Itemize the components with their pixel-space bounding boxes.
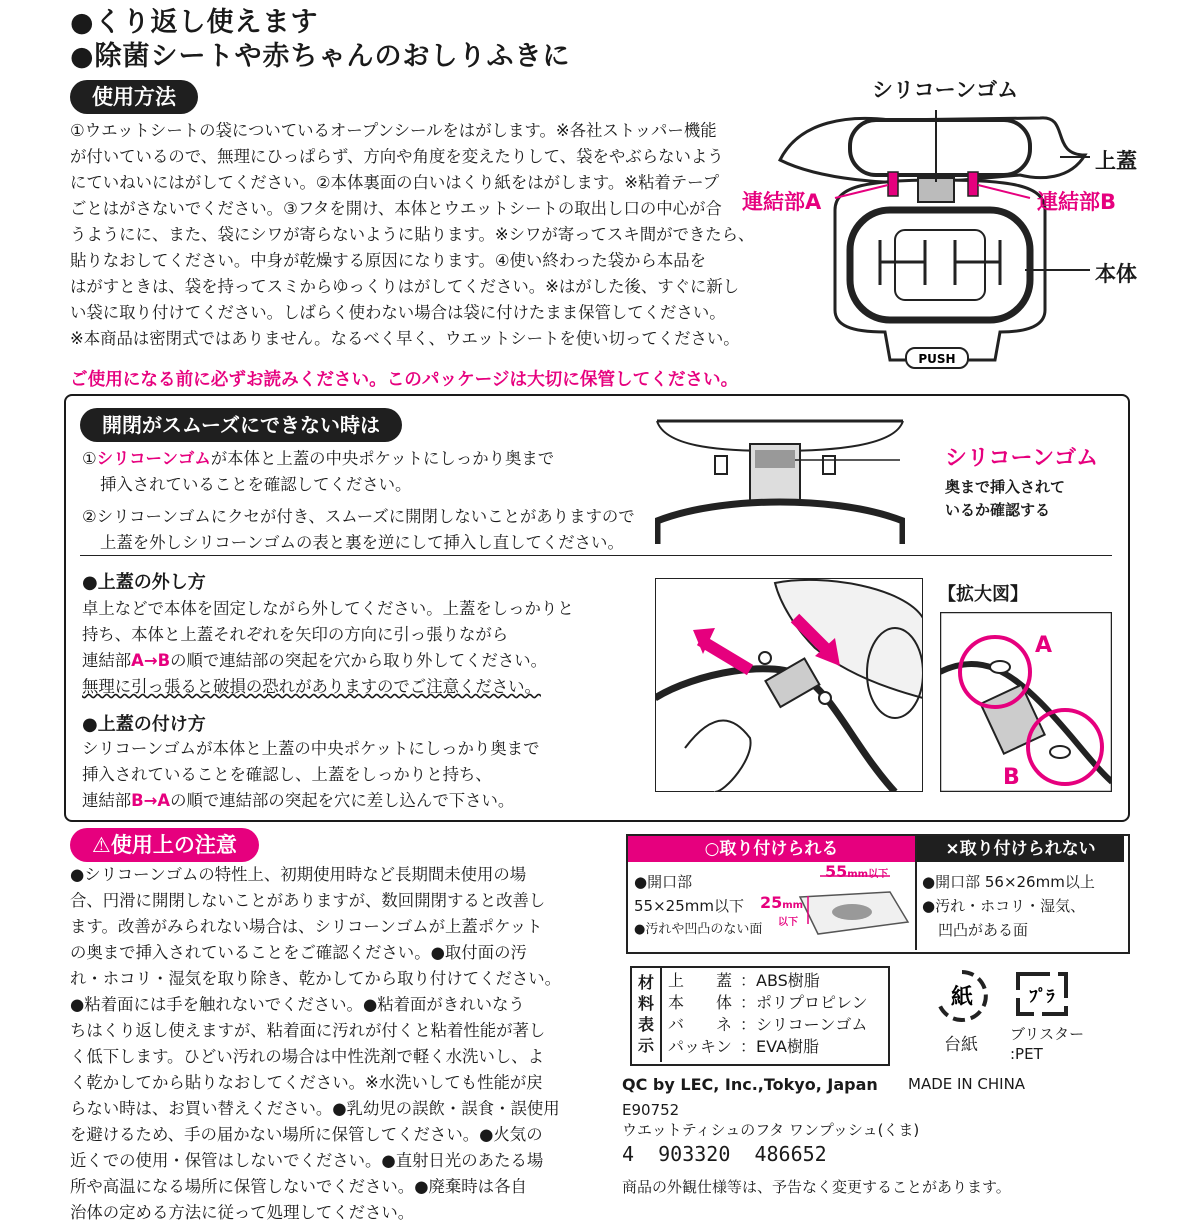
push-label: PUSH	[918, 352, 956, 366]
remove-title: ●上蓋の外し方	[82, 572, 206, 593]
caution-line: く低下します。ひどい汚れの場合は中性洗剤で軽く水洗いし、よ	[70, 1047, 545, 1066]
usage-line: 貼りなおしてください。中身が乾燥する原因になります。④使い終わった袋から本品を	[70, 251, 707, 270]
materials-row	[668, 1014, 868, 1036]
diagram-link-a: 連結部A	[742, 190, 822, 214]
side-note-2: いるか確認する	[945, 501, 1051, 519]
attach-line3-pre: 連結部	[82, 791, 132, 810]
materials-row	[668, 992, 868, 1014]
dim-width	[825, 862, 888, 881]
caution-line: 所や高温になる場所に保管しないでください。●廃棄時は各自	[70, 1177, 527, 1196]
dim-height-unit-2: 以下	[778, 917, 798, 928]
remove-text	[82, 596, 574, 700]
caution-line: ●粘着面には手を触れないでください。●粘着面がきれいなう	[70, 995, 525, 1014]
material-value: ：ABS樹脂	[740, 971, 820, 990]
plastic-label-1: ブリスター	[1010, 1025, 1085, 1043]
caution-line: 合、円滑に開閉しないことがありますが、数回開閉すると改善し	[70, 891, 546, 910]
usage-line: にていねいにはがしてください。②本体裏面の白いはくり紙をはがします。※粘着テープ	[70, 173, 720, 192]
material-part: パッキン	[668, 1037, 732, 1056]
zoom-a-label: A	[1035, 633, 1053, 658]
paper-label: 台紙	[944, 1035, 978, 1055]
fit-ok-line-3: ●汚れや凹凸のない面	[634, 922, 763, 937]
usage-line: ①ウエットシートの袋についているオープンシールをはがします。※各社ストッパー機能	[70, 121, 717, 140]
item1-rest: が本体と上蓋の中央ポケットにしっかり奥まで	[210, 449, 555, 468]
spec-notice: 商品の外観仕様等は、予告なく変更することがあります。	[622, 1178, 1011, 1196]
attach-line3-post: の順で連結部の突起を穴に差し込んで下さい。	[170, 791, 515, 810]
caution-title-text: 使用上の注意	[110, 833, 237, 857]
caution-line: の奥まで挿入されていることをご確認ください。●取付面の汚	[70, 943, 527, 962]
plastic-label	[1010, 1024, 1084, 1064]
caution-line: らない時は、お買い替えください。●乳幼児の誤飲・誤食・誤使用	[70, 1099, 560, 1118]
made-in: MADE IN CHINA	[908, 1075, 1026, 1093]
diagram-link-b: 連結部B	[1037, 190, 1117, 214]
usage-line: が付いているので、無理にひっぱらず、方向や角度を変えたりして、袋をやぶらないよう	[70, 147, 724, 166]
material-value: ：シリコーンゴム	[740, 1015, 868, 1034]
item1-highlight: シリコーンゴム	[96, 449, 211, 468]
silicone-closeup	[655, 416, 905, 544]
materials-divider	[660, 966, 662, 1062]
dim-height-value: 25	[760, 893, 783, 912]
removal-illustration	[655, 578, 923, 792]
plastic-recycle-icon	[1012, 966, 1072, 1024]
plastic-recycle-char: ﾌﾟﾗ	[1029, 987, 1055, 1007]
materials-header: 材料表示	[638, 973, 655, 1055]
fit-ok-line-2: 55×25mm以下	[634, 897, 744, 915]
remove-order: A→B	[131, 651, 171, 670]
lid-diagram	[740, 70, 1180, 390]
caution-line: ●シリコーンゴムの特性上、初期使用時など長期間未使用の場	[70, 865, 527, 884]
product-code: E90752	[622, 1101, 680, 1119]
caution-line: を避けるため、手の届かない場所に保管してください。●火気の	[70, 1125, 543, 1144]
material-part: バ ネ	[668, 1015, 733, 1034]
usage-text	[70, 118, 760, 352]
dim-height	[760, 893, 804, 930]
usage-line: うようにに、また、袋にシワが寄らないように貼ります。※シワが寄ってスキ間ができたら、	[70, 225, 755, 244]
zoom-illustration	[940, 612, 1112, 792]
attach-line-1: シリコーンゴムが本体と上蓋の中央ポケットにしっかり奥まで	[82, 739, 540, 758]
item1-line2: 挿入されていることを確認してください。	[100, 475, 412, 494]
attach-title: ●上蓋の付け方	[82, 714, 206, 735]
remove-line-4: 無理に引っ張ると破損の恐れがありますのでご注意ください。	[82, 677, 541, 696]
fit-ng-line-1: ●開口部 56×26mm以上	[922, 873, 1095, 891]
materials-row	[668, 1036, 868, 1058]
side-silicone-label: シリコーンゴム	[945, 446, 1099, 471]
fit-divider	[915, 836, 917, 950]
paper-recycle-icon	[932, 968, 992, 1024]
caution-line: ちはくり返し使えますが、粘着面に汚れが付くと粘着性能が著し	[70, 1021, 546, 1040]
material-part: 本 体	[668, 993, 733, 1012]
diagram-body-label: 本体	[1095, 262, 1137, 286]
attach-order: B→A	[131, 791, 171, 810]
caution-line: れ・ホコリ・湿気を取り除き、乾かしてから取り付けてください。	[70, 969, 562, 988]
fit-ng-line-2: ●汚れ・ホコリ・湿気、	[922, 897, 1086, 915]
caution-title	[70, 828, 259, 862]
caution-line: ます。改善がみられない場合は、シリコーンゴムが上蓋ポケット	[70, 917, 543, 936]
usage-title: 使用方法	[70, 80, 198, 114]
attach-line-2: 挿入されていることを確認し、上蓋をしっかりと持ち、	[82, 765, 492, 784]
company-name: QC by LEC, Inc.,Tokyo, Japan	[622, 1075, 878, 1094]
material-value: ：EVA樹脂	[740, 1037, 819, 1056]
fit-ok-text	[634, 870, 762, 942]
dim-height-unit: mm	[782, 900, 804, 911]
side-note	[945, 476, 1065, 522]
product-name: ウエットティシュのフタ ワンプッシュ(くま)	[622, 1121, 920, 1139]
headline-2: ●除菌シートや赤ちゃんのおしりふきに	[70, 41, 571, 72]
caution-line: 治体の定める方法に従って処理してください。	[70, 1203, 415, 1222]
dim-width-value: 55	[825, 862, 848, 881]
usage-line: い袋に取り付けてください。しばらく使わない場合は袋に付けたまま保管してください。	[70, 303, 726, 322]
item1-pre: ①	[82, 449, 97, 468]
caution-text	[70, 862, 610, 1226]
fit-ok-title: ○取り付けられる	[628, 836, 915, 862]
section-divider	[80, 555, 1112, 556]
zoom-b-label: B	[1003, 765, 1020, 790]
side-note-1: 奥まで挿入されて	[945, 478, 1066, 496]
caution-line: 近くでの使用・保管はしないでください。●直射日光のあたる場	[70, 1151, 544, 1170]
fit-ng-title: ×取り付けられない	[917, 836, 1124, 862]
trouble-text	[82, 446, 635, 556]
caution-line: く乾かしてから貼りなおしてください。※水洗いしても性能が戻	[70, 1073, 543, 1092]
diagram-lid-label: 上蓋	[1095, 149, 1137, 173]
dim-width-unit: mm以下	[847, 869, 889, 880]
headline-1: ●くり返し使えます	[70, 7, 319, 38]
fit-ng-text	[922, 870, 1095, 942]
materials-row	[668, 970, 868, 992]
remove-line3-post: の順で連結部の突起を穴から取り外してください。	[170, 651, 548, 670]
material-value: ：ポリプロピレン	[740, 993, 868, 1012]
barcode-number: 4 903320 486652	[622, 1142, 827, 1166]
material-part: 上 蓋	[668, 971, 733, 990]
fit-ng-line-3: 凹凸がある面	[938, 921, 1029, 939]
attach-text	[82, 736, 539, 814]
plastic-label-2: :PET	[1010, 1045, 1043, 1063]
usage-line: ※本商品は密閉式ではありません。なるべく早く、ウエットシートを使い切ってください。	[70, 329, 740, 348]
materials-rows	[668, 970, 868, 1058]
usage-line: はがすときは、袋を持ってスミからゆっくりはがしてください。※はがした後、すぐに新し	[70, 277, 740, 296]
remove-line-1: 卓上などで本体を固定しながら外してください。上蓋をしっかりと	[82, 599, 574, 618]
paper-recycle-char: 紙	[950, 985, 974, 1010]
usage-line: ごとはがさないでください。③フタを開け、本体とウエットシートの取出し口の中心が合	[70, 199, 722, 218]
read-warning: ご使用になる前に必ずお読みください。このパッケージは大切に保管してください。	[70, 370, 739, 390]
caution-warning-icon: ⚠	[92, 833, 111, 857]
fit-ok-line-1: ●開口部	[634, 873, 693, 891]
trouble-title: 開閉がスムーズにできない時は	[80, 408, 402, 442]
remove-line-2: 持ち、本体と上蓋それぞれを矢印の方向に引っ張りながら	[82, 625, 509, 644]
diagram-silicone-label: シリコーンゴム	[872, 78, 1019, 102]
remove-line3-pre: 連結部	[82, 651, 132, 670]
item2-line1: ②シリコーンゴムにクセが付き、スムーズに開閉しないことがありますので	[82, 507, 635, 526]
item2-line2: 上蓋を外しシリコーンゴムの表と裏を逆にして挿入し直してください。	[100, 533, 624, 552]
zoom-label: 【拡大図】	[938, 584, 1028, 605]
